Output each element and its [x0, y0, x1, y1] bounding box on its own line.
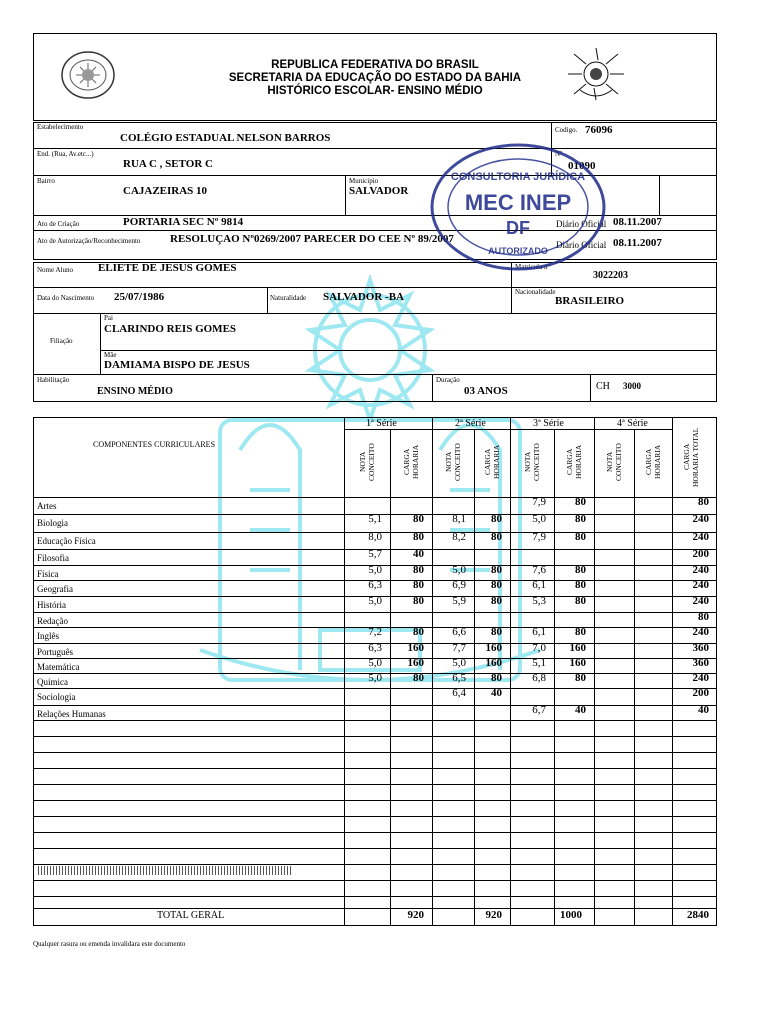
grid-hline — [33, 800, 717, 801]
grid-vline — [594, 417, 595, 926]
pai-value: CLARINDO REIS GOMES — [104, 323, 237, 335]
grade-cell: 40 — [491, 687, 502, 699]
grade-cell: 6,3 — [368, 579, 382, 591]
mae-label: Mãe — [104, 351, 117, 359]
series-header-3: 3ª Série — [533, 418, 564, 429]
grade-cell: 160 — [407, 642, 424, 654]
municipio-label: Municipio — [349, 177, 379, 185]
subject-name: Inglês — [37, 631, 59, 641]
naturalidade-value: SALVADOR -BA — [323, 291, 404, 303]
subject-name: Relações Humanas — [37, 709, 106, 719]
grade-cell: 8,1 — [452, 513, 466, 525]
filiacao-label: Filiação — [50, 337, 73, 345]
total-s2: 920 — [485, 909, 502, 921]
grade-cell: 7,6 — [532, 564, 546, 576]
subject-name: Geografia — [37, 584, 73, 594]
subject-total: 240 — [692, 626, 709, 638]
subject-name: Biologia — [37, 518, 68, 528]
diario-oficial-2-label: Diário Oficial — [556, 240, 607, 250]
grade-cell: 80 — [491, 595, 502, 607]
grid-hline — [33, 848, 717, 849]
grade-cell: 40 — [413, 548, 424, 560]
municipio-value: SALVADOR — [349, 185, 409, 197]
ch-label: CH — [596, 381, 610, 392]
grade-cell: 80 — [413, 595, 424, 607]
bairro-value: CAJAZEIRAS 10 — [123, 185, 208, 197]
grade-cell: 6,4 — [452, 687, 466, 699]
grade-cell: 6,3 — [368, 642, 382, 654]
diario-oficial-1-label: Diário Oficial — [556, 219, 607, 229]
naturalidade-label: Naturalidade — [270, 294, 307, 302]
subject-total: 240 — [692, 672, 709, 684]
total-all: 2840 — [687, 909, 709, 921]
total-geral-label: TOTAL GERAL — [157, 910, 225, 921]
carga-header-4: CARGA HORARIA — [644, 444, 662, 480]
grade-cell: 160 — [485, 657, 502, 669]
svg-text:DF: DF — [506, 218, 530, 238]
grid-hline — [33, 752, 717, 753]
ato-autorizacao-label: Ato de Autorização/Reconhecimento — [37, 237, 141, 245]
subject-name: Física — [37, 569, 59, 579]
grid-hline — [33, 880, 717, 881]
subject-name: Química — [37, 677, 68, 687]
grid-hline — [33, 896, 717, 897]
subject-total: 360 — [692, 657, 709, 669]
grade-cell: 80 — [413, 564, 424, 576]
total-s1: 920 — [407, 909, 424, 921]
grade-cell: 160 — [407, 657, 424, 669]
header-line-3: HISTÓRICO ESCOLAR- ENSINO MÉDIO — [267, 85, 483, 97]
grade-cell: 5,1 — [368, 513, 382, 525]
subject-name: Educação Física — [37, 536, 96, 546]
nacionalidade-value: BRASILEIRO — [555, 295, 625, 307]
subject-total: 200 — [692, 548, 709, 560]
grid-hline — [33, 816, 717, 817]
ato-criacao-label: Ato de Criação — [37, 220, 80, 228]
grade-cell: 7,9 — [532, 496, 546, 508]
grid-hline — [33, 688, 717, 689]
footer-note: Qualquer rasura ou emenda invalidara este documento — [33, 940, 186, 948]
grade-cell: 7,7 — [452, 642, 466, 654]
grade-cell: 80 — [413, 579, 424, 591]
grade-cell: 5,0 — [368, 564, 382, 576]
grade-cell: 7,9 — [532, 531, 546, 543]
grid-vline — [634, 429, 635, 926]
grid-hline — [33, 612, 717, 613]
diario-oficial-2-value: 08.11.2007 — [613, 237, 662, 249]
grade-cell: 5,1 — [532, 657, 546, 669]
grade-cell: 6,1 — [532, 579, 546, 591]
subject-total: 240 — [692, 579, 709, 591]
matricula-value: 3022203 — [593, 270, 628, 281]
nascimento-label: Data do Nascimento — [37, 294, 95, 302]
grade-cell: 80 — [575, 579, 586, 591]
subject-total: 80 — [698, 496, 709, 508]
grid-hline — [33, 720, 717, 721]
grade-cell: 40 — [575, 704, 586, 716]
grade-cell: 80 — [491, 672, 502, 684]
grade-cell: 5,0 — [452, 657, 466, 669]
grade-cell: 80 — [575, 626, 586, 638]
codigo-value: 76096 — [585, 124, 613, 136]
subject-total: 240 — [692, 564, 709, 576]
grade-cell: 80 — [575, 513, 586, 525]
nome-aluno-value: ELIETE DE JESUS GOMES — [98, 262, 237, 274]
grade-cell: 6,9 — [452, 579, 466, 591]
grade-cell: 8,0 — [368, 531, 382, 543]
grade-cell: 80 — [491, 531, 502, 543]
grid-hline — [344, 429, 672, 430]
grade-cell: 7,2 — [368, 626, 382, 638]
habilitacao-value: ENSINO MÉDIO — [97, 386, 173, 397]
matricula-label: Matricula nº — [515, 263, 550, 271]
numero-label: Nº — [555, 150, 563, 158]
grid-hline — [33, 497, 717, 498]
svg-text:CONSULTORIA JURÍDICA: CONSULTORIA JURÍDICA — [450, 171, 586, 183]
series-header-4: 4ª Série — [617, 418, 648, 429]
barcode-strip — [38, 866, 293, 875]
series-header-1: 1ª Série — [366, 418, 397, 429]
mae-value: DAMIAMA BISPO DE JESUS — [104, 359, 250, 371]
endereco-label: End. (Rua, Av.etc...) — [37, 150, 94, 158]
header-line-2: SECRETARIA DA EDUCAÇÃO DO ESTADO DA BAHIA — [228, 72, 522, 84]
habilitacao-label: Habilitação — [37, 376, 70, 384]
grade-cell: 8,2 — [452, 531, 466, 543]
subject-total: 40 — [698, 704, 709, 716]
svg-text:MEC INEP: MEC INEP — [464, 190, 572, 215]
pai-label: Pai — [104, 314, 113, 322]
nome-aluno-label: Nome Aluno — [37, 266, 73, 274]
nota-header-2: NOTA CONCEITO — [444, 443, 462, 481]
subject-name: Português — [37, 647, 73, 657]
subject-name: Matemática — [37, 662, 80, 672]
subject-name: História — [37, 600, 66, 610]
grade-cell: 80 — [575, 531, 586, 543]
grade-cell: 5,0 — [368, 672, 382, 684]
nota-header-4: NOTA CONCEITO — [605, 443, 623, 481]
subject-total: 80 — [698, 611, 709, 623]
grade-cell: 6,1 — [532, 626, 546, 638]
grade-cell: 6,8 — [532, 672, 546, 684]
grade-cell: 80 — [413, 531, 424, 543]
grade-cell: 80 — [575, 564, 586, 576]
ch-value: 3000 — [623, 381, 641, 391]
codigo-label: Codigo. — [555, 126, 578, 134]
grade-cell: 80 — [413, 626, 424, 638]
grade-cell: 160 — [485, 642, 502, 654]
numero-value: 01090 — [568, 160, 596, 172]
components-header: COMPONENTES CURRICULARES — [93, 440, 216, 449]
nota-header-1: NOTA CONCEITO — [358, 443, 376, 481]
grade-cell: 5,0 — [452, 564, 466, 576]
ato-autorizacao-value: RESOLUÇAO Nº0269/2007 PARECER DO CEE Nº 89/2007 — [170, 233, 454, 245]
total-s3: 1000 — [560, 909, 582, 921]
grade-cell: 6,7 — [532, 704, 546, 716]
grade-cell: 5,7 — [368, 548, 382, 560]
grade-cell: 6,6 — [452, 626, 466, 638]
grade-cell: 7,0 — [532, 642, 546, 654]
grade-cell: 5,0 — [532, 513, 546, 525]
subject-name: Filosofia — [37, 553, 70, 563]
grade-cell: 80 — [575, 672, 586, 684]
grade-cell: 80 — [491, 513, 502, 525]
nacionalidade-label: Nacionalidade — [515, 288, 556, 296]
carga-header-3: CARGA HORARIA — [565, 444, 583, 480]
subject-total: 360 — [692, 642, 709, 654]
carga-header-1: CARGA HORARIA — [402, 444, 420, 480]
grid-hline — [33, 736, 717, 737]
ato-criacao-value: PORTARIA SEC Nº 9814 — [123, 216, 244, 228]
grade-cell: 80 — [491, 564, 502, 576]
series-header-2: 2ª Série — [455, 418, 486, 429]
grade-cell: 160 — [569, 657, 586, 669]
subject-name: Sociologia — [37, 692, 76, 702]
grade-cell: 80 — [491, 626, 502, 638]
svg-text:AUTORIZADO: AUTORIZADO — [488, 246, 548, 256]
grade-cell: 5,3 — [532, 595, 546, 607]
grade-cell: 80 — [575, 595, 586, 607]
grade-cell: 6,5 — [452, 672, 466, 684]
grade-cell: 80 — [413, 672, 424, 684]
subject-total: 240 — [692, 595, 709, 607]
grade-cell: 80 — [575, 496, 586, 508]
grade-cell: 160 — [569, 642, 586, 654]
diario-oficial-1-value: 08.11.2007 — [613, 216, 662, 228]
grid-hline — [33, 705, 717, 706]
grade-cell: 5,0 — [368, 657, 382, 669]
grade-cell: 5,0 — [368, 595, 382, 607]
nascimento-value: 25/07/1986 — [114, 291, 165, 303]
subject-name: Redação — [37, 616, 68, 626]
nota-header-3: NOTA CONCEITO — [523, 443, 541, 481]
estabelecimento-label: Estabelecimento — [37, 123, 84, 131]
grid-hline — [33, 784, 717, 785]
grid-hline — [33, 768, 717, 769]
subject-total: 240 — [692, 513, 709, 525]
grid-hline — [33, 908, 717, 909]
grid-hline — [33, 832, 717, 833]
subject-total: 240 — [692, 531, 709, 543]
carga-header-2: CARGA HORARIA — [483, 444, 501, 480]
subject-name: Artes — [37, 501, 57, 511]
bairro-label: Bairro — [37, 177, 55, 185]
grade-cell: 80 — [491, 579, 502, 591]
header-line-1: REPUBLICA FEDERATIVA DO BRASIL — [271, 59, 479, 71]
subject-total: 200 — [692, 687, 709, 699]
grade-cell: 80 — [413, 513, 424, 525]
duracao-label: Duração — [436, 376, 460, 384]
grade-cell: 5,9 — [452, 595, 466, 607]
total-header: CARGA HORARIA TOTAL — [681, 427, 700, 487]
duracao-value: 03 ANOS — [464, 385, 508, 397]
grid-hline — [33, 864, 717, 865]
endereco-value: RUA C , SETOR C — [123, 158, 213, 170]
estabelecimento-value: COLÉGIO ESTADUAL NELSON BARROS — [120, 132, 331, 144]
